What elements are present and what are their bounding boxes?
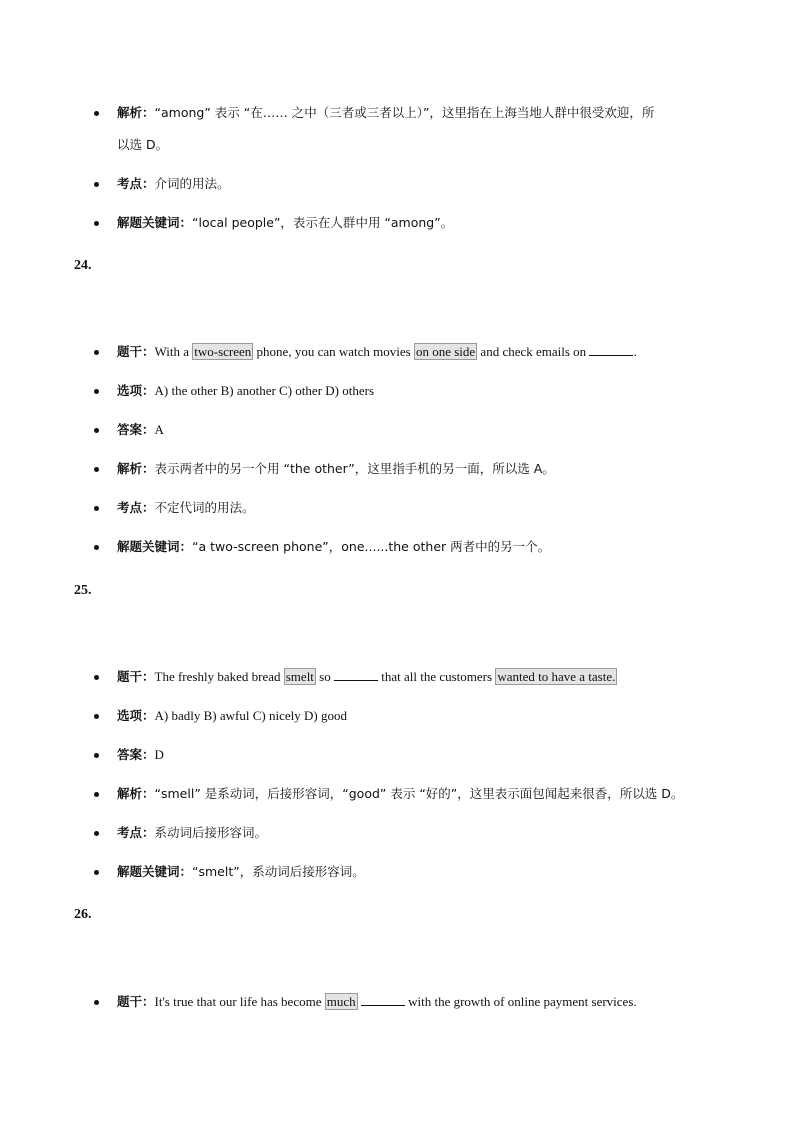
- q23-key-text: “local people”，表示在人群中用 “among”。: [192, 215, 454, 230]
- bullet-icon: [94, 714, 99, 719]
- q24-options-text: A) the other B) another C) other D) others: [154, 383, 375, 398]
- bullet-icon: [94, 831, 99, 836]
- q24-answer: [94, 414, 744, 446]
- q25-highlight-wanted-taste: wanted to have a taste.: [497, 669, 616, 684]
- q24-key-label: 解题关键词：: [117, 539, 193, 554]
- q23-point-text: 介词的用法。: [154, 176, 230, 191]
- q25-key: [94, 856, 744, 888]
- q24-answer-text: A: [154, 422, 164, 437]
- q24-key-text: “a two-screen phone”，one......the other 两者中的另一个。: [192, 539, 551, 554]
- q24-number: 24.: [74, 258, 92, 273]
- bullet-icon: [94, 221, 99, 226]
- q23-analysis-text-cont: 以选 D。: [117, 137, 169, 152]
- bullet-icon: [94, 506, 99, 511]
- q25-number: 25.: [74, 583, 92, 598]
- q23-key: [94, 207, 744, 239]
- q25-answer-blank: [334, 668, 378, 681]
- q25-highlight-smelt: smelt: [285, 669, 314, 684]
- bullet-icon: [94, 111, 99, 116]
- q24-stem-mid: phone, you can watch movies: [253, 344, 414, 359]
- bullet-icon: [94, 870, 99, 875]
- q24-analysis-text: 表示两者中的另一个用 “the other”，这里指手机的另一面，所以选 A。: [154, 461, 555, 476]
- q26-stem-pre: It's true that our life has become: [154, 994, 325, 1009]
- q23-analysis: [94, 97, 744, 161]
- q24-stem: [94, 336, 744, 368]
- bullet-icon: [94, 1000, 99, 1005]
- q25-analysis: [94, 778, 744, 810]
- q24-stem-label: 题干：: [117, 344, 155, 359]
- q26-number: 26.: [74, 907, 92, 922]
- q26-stem-label: 题干：: [117, 994, 155, 1009]
- q25-stem-mid: so: [315, 669, 334, 684]
- q24-analysis-label: 解析：: [117, 461, 155, 476]
- bullet-icon: [94, 350, 99, 355]
- q25-stem: [94, 661, 744, 693]
- bullet-icon: [94, 675, 99, 680]
- q23-analysis-text: “among” 表示 “在…… 之中（三者或三者以上）”，这里指在上海当地人群中很受欢迎，所: [154, 105, 655, 120]
- q24-options-label: 选项：: [117, 383, 155, 398]
- bullet-icon: [94, 467, 99, 472]
- q25-point: [94, 817, 744, 849]
- q24-point: [94, 492, 744, 524]
- q26-highlight-much: much: [326, 994, 356, 1009]
- q25-key-label: 解题关键词：: [117, 864, 193, 879]
- bullet-icon: [94, 792, 99, 797]
- q26-answer-blank: [361, 993, 405, 1006]
- q24-highlight-two-screen: two-screen: [194, 344, 252, 359]
- q24-highlight-on-one-side: on one side: [415, 344, 476, 359]
- q25-key-text: “smelt”，系动词后接形容词。: [192, 864, 365, 879]
- q25-options-label: 选项：: [117, 708, 155, 723]
- q25-analysis-label: 解析：: [117, 786, 155, 801]
- q24-stem-post: and check emails on: [477, 344, 590, 359]
- q23-key-label: 解题关键词：: [117, 215, 193, 230]
- q25-options: [94, 700, 744, 732]
- bullet-icon: [94, 753, 99, 758]
- q24-answer-blank: [589, 343, 633, 356]
- q25-answer-text: D: [154, 747, 164, 762]
- q24-key: [94, 531, 744, 563]
- q24-answer-label: 答案：: [117, 422, 155, 437]
- q25-stem-label: 题干：: [117, 669, 155, 684]
- q25-analysis-text: “smell” 是系动词，后接形容词，“good” 表示 “好的”，这里表示面包闻起来很香，所以选 D。: [154, 786, 684, 801]
- bullet-icon: [94, 182, 99, 187]
- q25-answer-label: 答案：: [117, 747, 155, 762]
- bullet-icon: [94, 428, 99, 433]
- q24-stem-end: .: [633, 344, 637, 359]
- bullet-icon: [94, 389, 99, 394]
- q26-stem-post: with the growth of online payment services.: [404, 994, 637, 1009]
- q24-point-text: 不定代词的用法。: [154, 500, 255, 515]
- q25-options-text: A) badly B) awful C) nicely D) good: [154, 708, 347, 723]
- q25-point-text: 系动词后接形容词。: [154, 825, 268, 840]
- q25-answer: [94, 739, 744, 771]
- bullet-icon: [94, 545, 99, 550]
- q25-stem-pre: The freshly baked bread: [154, 669, 284, 684]
- q24-options: [94, 375, 744, 407]
- q24-point-label: 考点：: [117, 500, 155, 515]
- q23-point-label: 考点：: [117, 176, 155, 191]
- q23-analysis-label: 解析：: [117, 105, 155, 120]
- q25-point-label: 考点：: [117, 825, 155, 840]
- q25-stem-post: that all the customers: [377, 669, 496, 684]
- q26-stem: [94, 986, 744, 1018]
- q23-point: [94, 168, 744, 200]
- q24-analysis: [94, 453, 744, 485]
- q24-stem-pre: With a: [154, 344, 193, 359]
